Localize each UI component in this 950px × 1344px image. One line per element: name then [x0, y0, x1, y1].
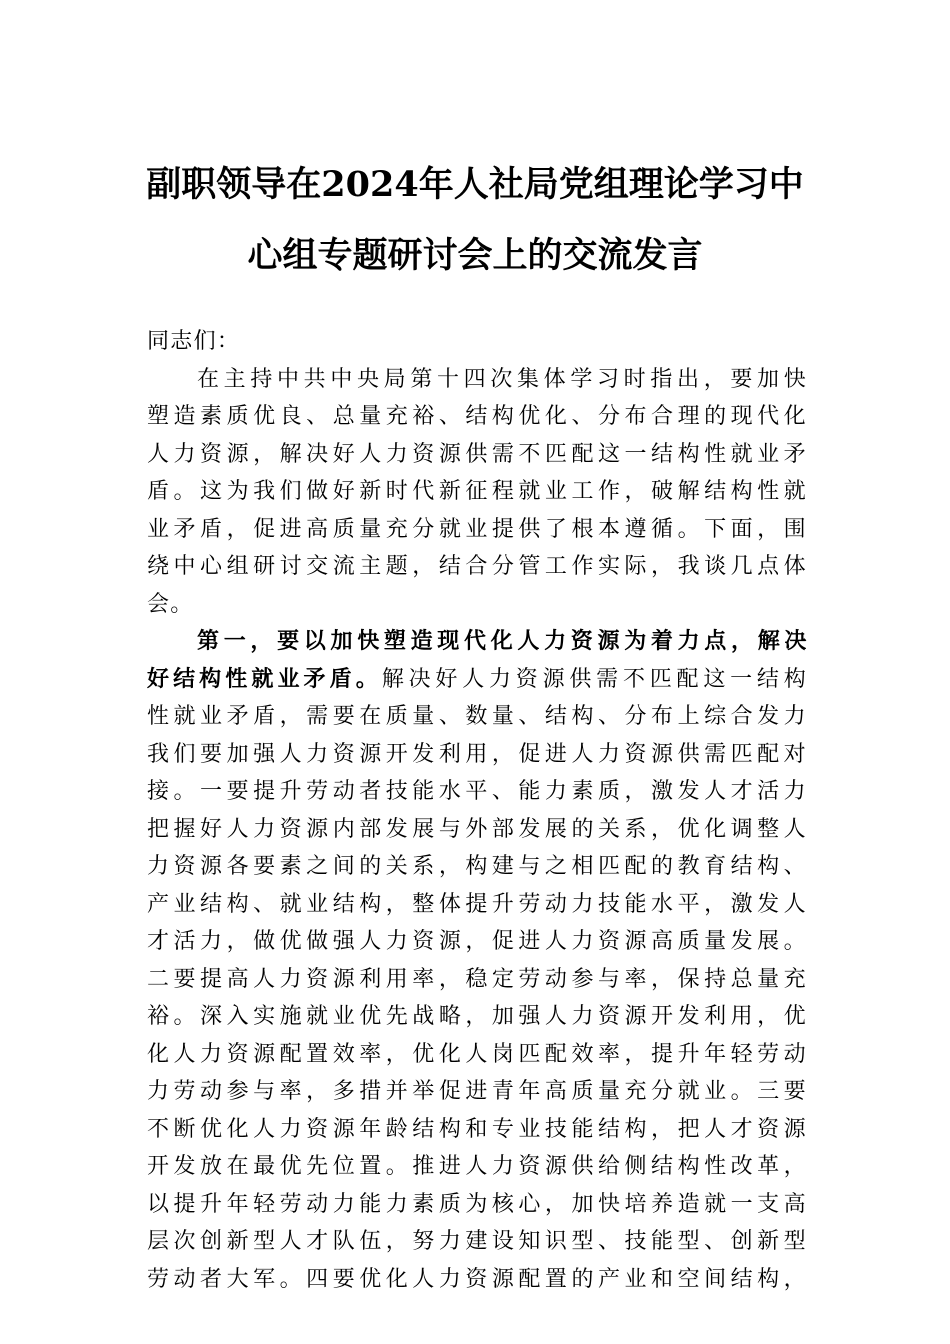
paragraph-2-line-rest: 解决好人力资源供需不匹配这一结构 — [381, 666, 807, 692]
paragraph-2-line: 二要提高人力资源利用率，稳定劳动参与率，保持总量充 — [147, 966, 807, 992]
paragraph-1-line: 人力资源，解决好人力资源供需不匹配这一结构性就业矛 — [147, 441, 807, 467]
paragraph-2-line: 把握好人力资源内部发展与外部发展的关系，优化调整人 — [147, 816, 807, 842]
document-body — [147, 323, 807, 1298]
paragraph-2-line: 接。一要提升劳动者技能水平、能力素质，激发人才活力 — [147, 779, 807, 804]
paragraph-1-line: 绕中心组研讨交流主题，结合分管工作实际，我谈几点体 — [147, 554, 807, 579]
paragraph-1-line: 在主持中共中央局第十四次集体学习时指出，要加快 — [197, 366, 807, 392]
paragraph-2-line: 我们要加强人力资源开发利用，促进人力资源供需匹配对 — [147, 741, 807, 767]
paragraph-2-line: 不断优化人力资源年龄结构和专业技能结构，把人才资源 — [147, 1116, 807, 1142]
paragraph-2-line: 力资源各要素之间的关系，构建与之相匹配的教育结构、 — [147, 854, 807, 879]
paragraph-2-line: 才活力，做优做强人力资源，促进人力资源高质量发展。 — [147, 929, 807, 954]
paragraph-1-line: 盾。这为我们做好新时代新征程就业工作，破解结构性就 — [147, 479, 807, 504]
salutation: 同志们： — [147, 329, 241, 354]
paragraph-2-line: 性就业矛盾，需要在质量、数量、结构、分布上综合发力 — [147, 704, 807, 729]
paragraph-2-line: 力劳动参与率，多措并举促进青年高质量充分就业。三要 — [147, 1079, 807, 1104]
paragraph-1-line: 业矛盾，促进高质量充分就业提供了根本遵循。下面，围 — [147, 516, 807, 542]
paragraph-2-line: 劳动者大军。四要优化人力资源配置的产业和空间结构， — [147, 1266, 807, 1292]
paragraph-2-line: 裕。深入实施就业优先战略，加强人力资源开发利用，优 — [147, 1004, 807, 1029]
paragraph-2-line — [147, 661, 807, 699]
paragraph-2-line: 层次创新型人才队伍，努力建设知识型、技能型、创新型 — [147, 1229, 807, 1254]
document-title-line-1: 副职领导在2024年人社局党组理论学习中 — [146, 164, 804, 205]
paragraph-2-line: 化人力资源配置效率，优化人岗匹配效率，提升年轻劳动 — [147, 1041, 807, 1067]
paragraph-2-line: 以提升年轻劳动力能力素质为核心，加快培养造就一支高 — [147, 1191, 807, 1217]
section-heading-line-1: 第一，要以加快塑造现代化人力资源为着力点，解决 — [197, 629, 807, 654]
paragraph-1-line: 塑造素质优良、总量充裕、结构优化、分布合理的现代化 — [147, 404, 807, 429]
section-heading-line-2: 好结构性就业矛盾。 — [147, 666, 382, 692]
paragraph-2-line: 产业结构、就业结构，整体提升劳动力技能水平，激发人 — [147, 891, 807, 917]
paragraph-2-line: 开发放在最优先位置。推进人力资源供给侧结构性改革， — [147, 1154, 807, 1179]
document-title-line-2: 心组专题研讨会上的交流发言 — [247, 235, 703, 276]
paragraph-1-line: 会。 — [147, 591, 194, 617]
